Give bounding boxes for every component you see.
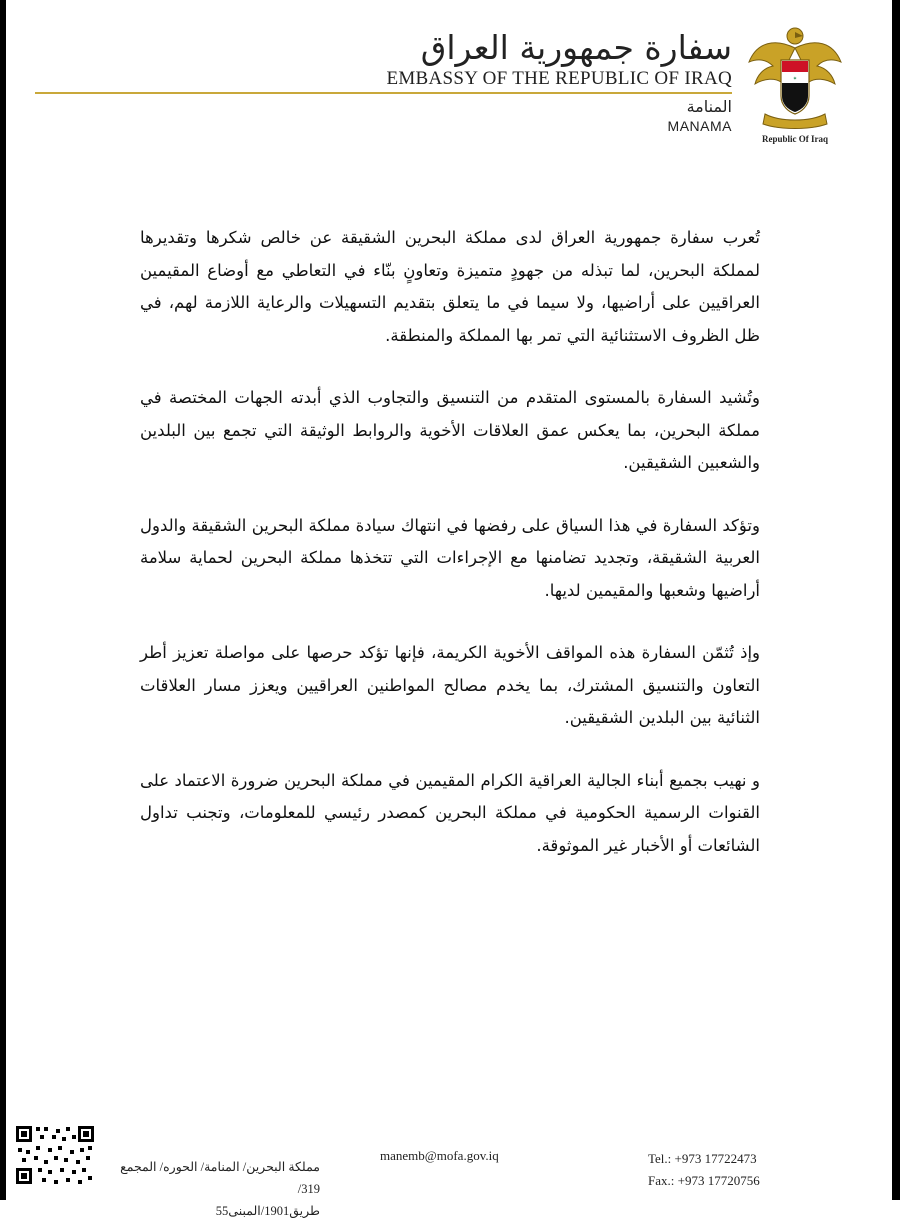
fax-number: Fax.: +973 17720756	[648, 1173, 760, 1188]
emblem-caption: Republic Of Iraq	[761, 134, 828, 144]
paragraph-solidarity: وتؤكد السفارة في هذا السياق على رفضها في انتهاك سيادة مملكة البحرين الشقيقة والدول العربية الشقيقة، وتجديد تضامنها مع الإجراءات التي تتخذها مملكة البحرين لحماية سلامة أراضيها وشعبها والمقيمين لديها.	[140, 515, 760, 600]
city-name-arabic: المنامة	[686, 97, 732, 116]
address-line-2: طريق1901/المبنى55	[215, 1204, 320, 1218]
scan-edge-right	[892, 0, 900, 1200]
paragraph-thanks: تُعرب سفارة جمهورية العراق لدى مملكة البحرين الشقيقة عن خالص شكرها وتقديرها لمملكة البحرين، لما تبذله من جهودٍ متميزة وتعاونٍ بنّاء في التعاطي مع أوضاع المقيمين العراقيين على أراضيها، ولا سيما في ما يتعلق بتقديم التسهيلات والرعاية اللازمة لهم، في ظل الظروف الاستثنائية التي تمر بها المملكة والمنطقة.	[140, 228, 760, 345]
embassy-email[interactable]: manemb@mofa.gov.iq	[380, 1148, 499, 1163]
qr-code-icon	[14, 1124, 96, 1186]
scan-edge-left	[0, 0, 6, 1200]
embassy-address	[100, 1156, 320, 1222]
city-name-english: MANAMA	[667, 118, 732, 134]
svg-text:✶: ✶	[792, 76, 798, 82]
header-divider	[35, 92, 732, 94]
address-line-1: مملكة البحرين/ المنامة/ الحوره/ المجمع 319/	[120, 1160, 320, 1196]
paragraph-advisory: و نهيب بجميع أبناء الجالية العراقية الكرام المقيمين في مملكة البحرين ضرورة الاعتماد على القنوات الرسمية الحكومية في مملكة البحرين كمصدر رئيسي للمعلومات، وتجنب تداول الشائعات أو الأخبار غير الموثوقة.	[140, 770, 760, 855]
embassy-contact-numbers	[648, 1148, 798, 1192]
paragraph-coordination: وتُشيد السفارة بالمستوى المتقدم من التنسيق والتجاوب الذي أبدته الجهات المختصة في مملكة البحرين، بما يعكس عمق العلاقات الأخوية والروابط الوثيقة التي تجمع بين البلدين والشعبين الشقيقين.	[140, 388, 760, 472]
iraq-eagle-emblem-icon	[745, 18, 845, 133]
embassy-title-english: EMBASSY OF THE REPUBLIC OF IRAQ	[386, 68, 732, 89]
embassy-title-arabic: سفارة جمهورية العراق	[420, 28, 732, 67]
letter-body	[140, 222, 760, 892]
telephone-number: Tel.: +973 17722473	[648, 1151, 757, 1166]
paragraph-cooperation: وإذ تُثمّن السفارة هذه المواقف الأخوية الكريمة، فإنها تؤكد حرصها على مواصلة تعزيز أطر التعاون والتنسيق المشترك، بما يخدم مصالح المواطنين العراقيين ويعزز مسار العلاقات الثنائية بين البلدين الشقيقين.	[140, 643, 760, 727]
